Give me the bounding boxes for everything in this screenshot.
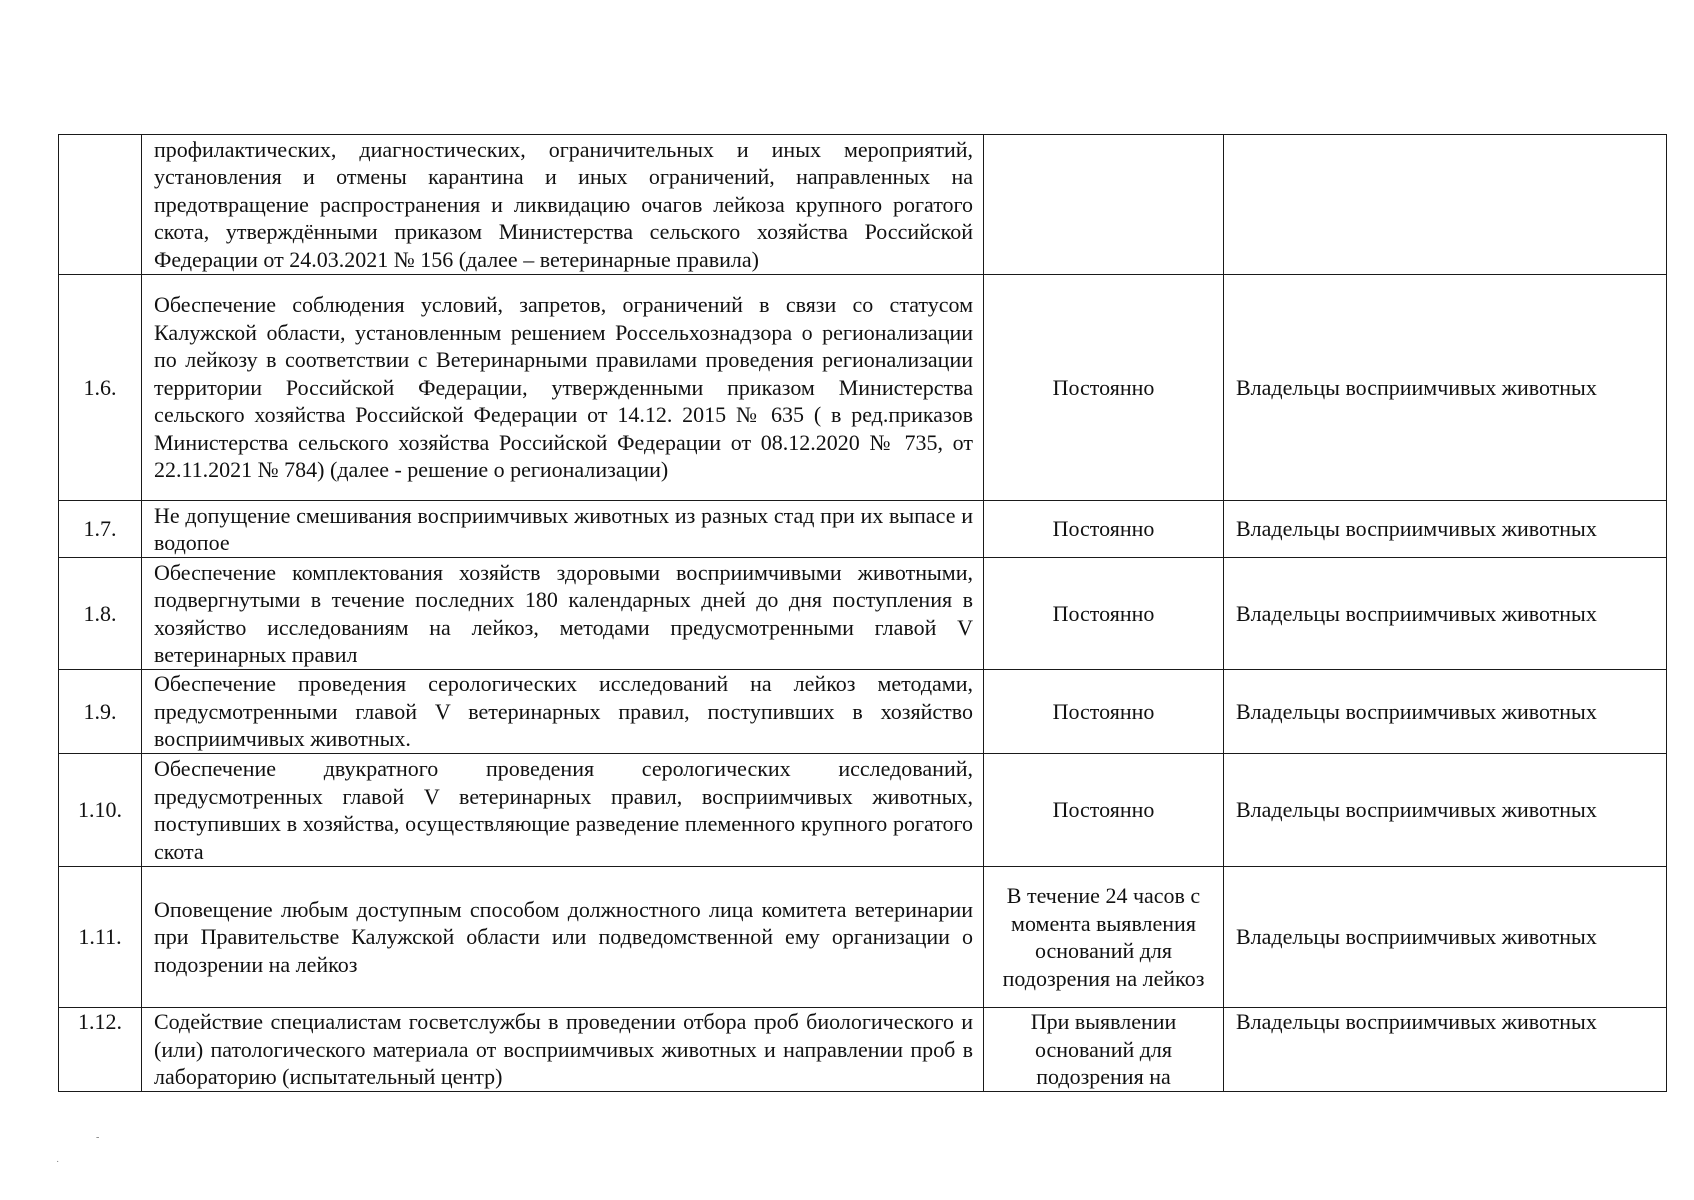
row-number: 1.11. [59, 867, 142, 1008]
responsible-cell: Владельцы восприимчивых животных [1224, 501, 1667, 558]
measure-text: Обеспечение проведения серологических исследований на лейкоз методами, предусмотренными главой V ветеринарных правил, поступивших в хозяйство восприимчивых животных. [142, 670, 984, 754]
deadline-cell: В течение 24 часов с момента выявления оснований для подозрения на лейкоз [984, 867, 1224, 1008]
deadline-cell: Постоянно [984, 501, 1224, 558]
measure-text: Обеспечение соблюдения условий, запретов, ограничений в связи со статусом Калужской области, установленным решением Россельхознадзора о регионализации по лейкозу в соответствии с Ветеринарными правилами проведения регионализации территории Российской Федерации, утвержденными приказом Министерства сельского хозяйства Российской Федерации от 14.12. 2015 № 635 ( в ред.приказов Министерства сельского хозяйства Российской Федерации от 08.12.2020 № 735, от 22.11.2021 № 784) (далее - решение о регионализации) [142, 275, 984, 501]
row-number: 1.8. [59, 558, 142, 670]
row-number: 1.6. [59, 275, 142, 501]
table-row [59, 135, 1667, 275]
table-row [59, 1008, 1667, 1092]
responsible-cell: Владельцы восприимчивых животных [1224, 754, 1667, 867]
measure-text: Обеспечение комплектования хозяйств здоровыми восприимчивыми животными, подвергнутыми в течение последних 180 календарных дней до дня поступления в хозяйство исследованиям на лейкоз, методами предусмотренными главой V ветеринарных правил [142, 558, 984, 670]
deadline-cell: Постоянно [984, 670, 1224, 754]
responsible-cell [1224, 135, 1667, 275]
table-row [59, 501, 1667, 558]
table-row [59, 558, 1667, 670]
table-row [59, 670, 1667, 754]
row-number: 1.7. [59, 501, 142, 558]
measure-text: Не допущение смешивания восприимчивых животных из разных стад при их выпасе и водопое [142, 501, 984, 558]
deadline-cell [984, 135, 1224, 275]
table-row [59, 275, 1667, 501]
measure-text: профилактических, диагностических, ограничительных и иных мероприятий, установления и отмены карантина и иных ограничений, направленных на предотвращение распространения и ликвидацию очагов лейкоза крупного рогатого скота, утверждёнными приказом Министерства сельского хозяйства Российской Федерации от 24.03.2021 № 156 (далее – ветеринарные правила) [142, 135, 984, 275]
deadline-cell: Постоянно [984, 754, 1224, 867]
measures-table [58, 134, 1667, 1092]
responsible-cell: Владельцы восприимчивых животных [1224, 670, 1667, 754]
responsible-cell: Владельцы восприимчивых животных [1224, 867, 1667, 1008]
measure-text: Оповещение любым доступным способом должностного лица комитета ветеринарии при Правительстве Калужской области или подведомственной ему организации о подозрении на лейкоз [142, 867, 984, 1008]
measure-text: Обеспечение двукратного проведения серологических исследований, предусмотренных главой V ветеринарных правил, восприимчивых животных, поступивших в хозяйства, осуществляющие разведение племенного крупного рогатого скота [142, 754, 984, 867]
deadline-cell: Постоянно [984, 558, 1224, 670]
deadline-cell: Постоянно [984, 275, 1224, 501]
deadline-cell: При выявлении оснований для подозрения на [984, 1008, 1224, 1092]
table-row [59, 867, 1667, 1008]
row-number [59, 135, 142, 275]
responsible-cell: Владельцы восприимчивых животных [1224, 558, 1667, 670]
responsible-cell: Владельцы восприимчивых животных [1224, 275, 1667, 501]
table-row [59, 754, 1667, 867]
row-number: 1.9. [59, 670, 142, 754]
row-number: 1.12. [59, 1008, 142, 1092]
row-number: 1.10. [59, 754, 142, 867]
measure-text: Содействие специалистам госветслужбы в проведении отбора проб биологического и (или) патологического материала от восприимчивых животных и направлении проб в лабораторию (испытательный центр) [142, 1008, 984, 1092]
responsible-cell: Владельцы восприимчивых животных [1224, 1008, 1667, 1092]
